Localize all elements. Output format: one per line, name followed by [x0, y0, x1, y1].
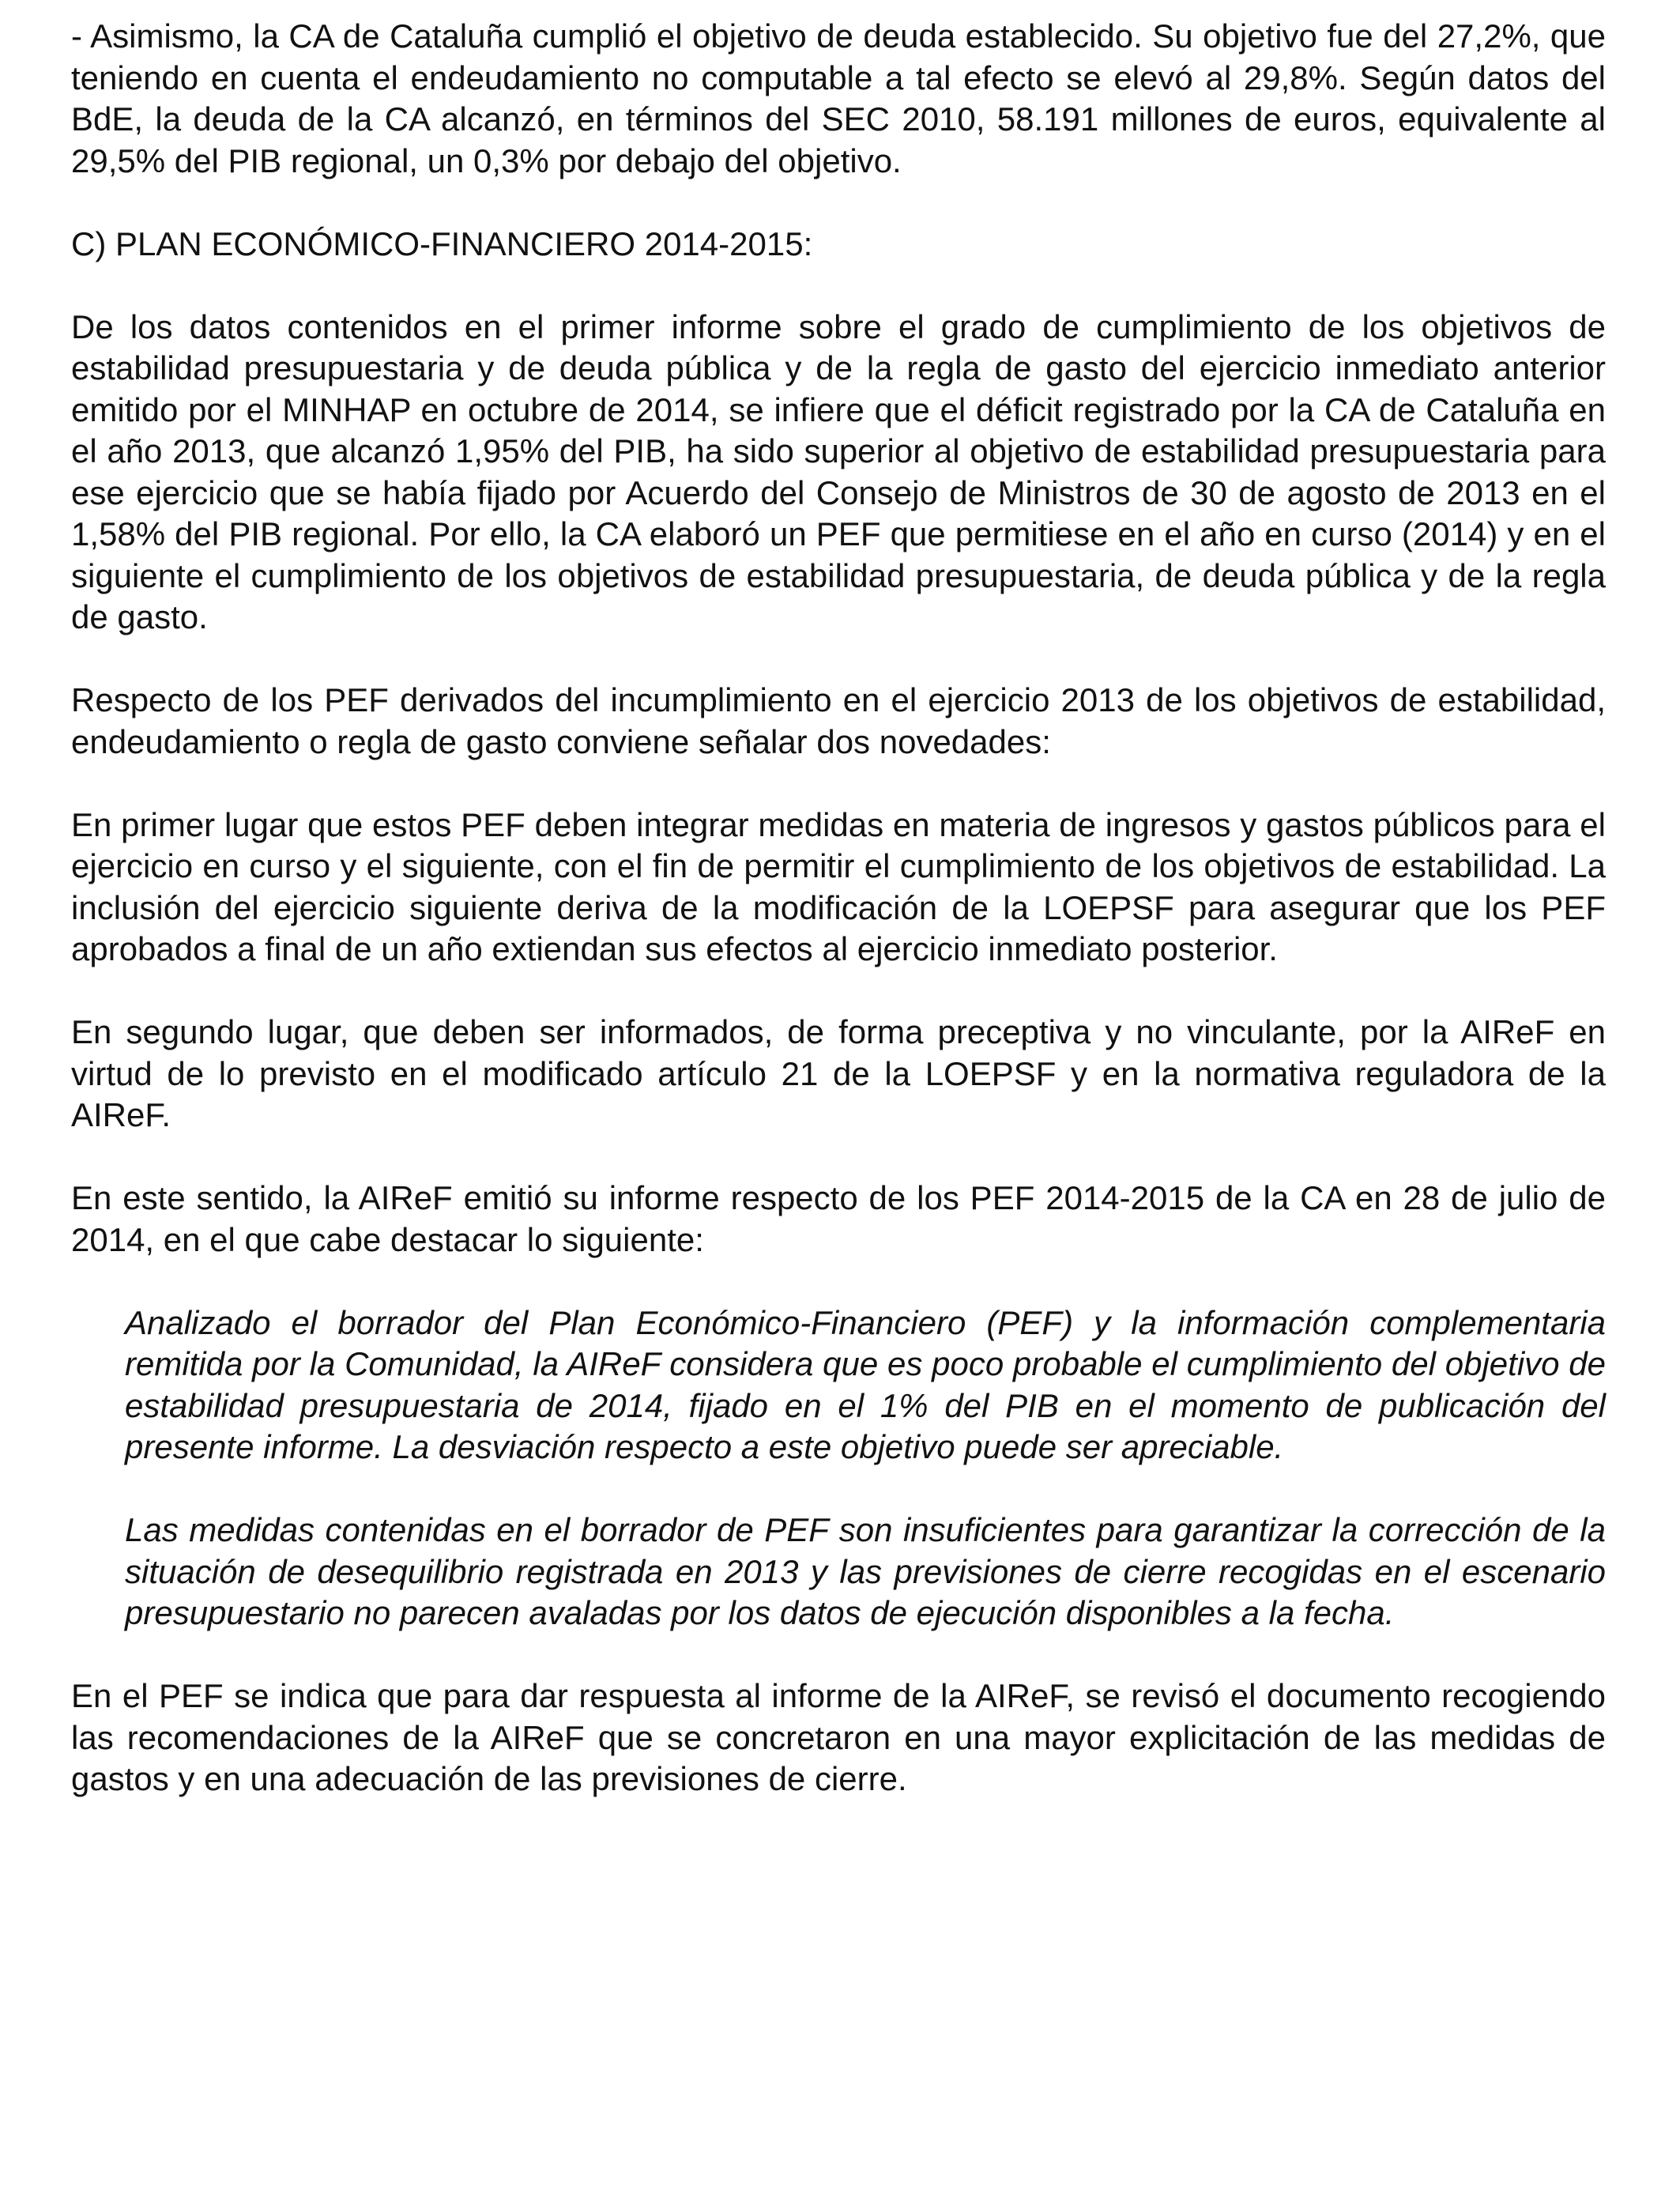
paragraph-deficit: De los datos contenidos en el primer informe sobre el grado de cumplimiento de los objetivos de estabilidad presupuestaria y de deuda pública y de la regla de gasto del ejercicio inmediato anterior emitido por el MINHAP en octubre de 2014, se infiere que el déficit registrado por la CA de Cataluña en el año 2013, que alcanzó 1,95% del PIB, ha sido superior al objetivo de estabilidad presupuestaria para ese ejercicio que se había fijado por Acuerdo del Consejo de Ministros de 30 de agosto de 2013 en el 1,58% del PIB regional. Por ello, la CA elaboró un PEF que permitiese en el año en curso (2014) y en el siguiente el cumplimiento de los objetivos de estabilidad presupuestaria, de deuda pública y de la regla de gasto. — [71, 307, 1606, 635]
paragraph-first-novelty: En primer lugar que estos PEF deben integrar medidas en materia de ingresos y gastos públicos para el ejercicio en curso y el siguiente, con el fin de permitir el cumplimiento de los objetivos de estabilidad. La inclusión del ejercicio siguiente deriva de la modificación de la LOEPSF para asegurar que los PEF aprobados a final de un año extiendan sus efectos al ejercicio inmediato posterior. — [71, 805, 1606, 967]
paragraph-second-novelty: En segundo lugar, que deben ser informados, de forma preceptiva y no vinculante, por la AIReF en virtud de lo previsto en el modificado artículo 21 de la LOEPSF y en la normativa reguladora de la AIReF. — [71, 1013, 1606, 1133]
paragraph-debt-objective: - Asimismo, la CA de Cataluña cumplió el objetivo de deuda establecido. Su objetivo fue del 27,2%, que teniendo en cuenta el endeudamiento no computable a tal efecto se elevó al 29,8%. Según datos del BdE, la deuda de la CA alcanzó, en términos del SEC 2010, 58.191 millones de euros, equivalente al 29,5% del PIB regional, un 0,3% por debajo del objetivo. — [71, 17, 1606, 179]
quote-paragraph-1: Analizado el borrador del Plan Económico-Financiero (PEF) y la información complementaria remitida por la Comunidad, la AIReF considera que es poco probable el cumplimiento del objetivo de estabilidad presupuestaria de 2014, fijado en el 1% del PIB en el momento de publicación del presente informe. La desviación respecto a este objetivo puede ser apreciable. — [125, 1303, 1606, 1465]
document-page — [71, 16, 1606, 1800]
paragraph-novelties: Respecto de los PEF derivados del incumplimiento en el ejercicio 2013 de los objetivos de estabilidad, endeudamiento o regla de gasto conviene señalar dos novedades: — [71, 681, 1606, 760]
paragraph-pef-response: En el PEF se indica que para dar respuesta al informe de la AIReF, se revisó el documento recogiendo las recomendaciones de la AIReF que se concretaron en una mayor explicitación de las medidas de gastos y en una adecuación de las previsiones de cierre. — [71, 1677, 1606, 1797]
section-heading: C) PLAN ECONÓMICO-FINANCIERO 2014-2015: — [71, 224, 813, 262]
quote-paragraph-2: Las medidas contenidas en el borrador de PEF son insuficientes para garantizar la corrección de la situación de desequilibrio registrada en 2013 y las previsiones de cierre recogidas en el escenario presupuestario no parecen avaladas por los datos de ejecución disponibles a la fecha. — [125, 1511, 1606, 1631]
paragraph-airef-report: En este sentido, la AIReF emitió su informe respecto de los PEF 2014-2015 de la CA en 28 de julio de 2014, en el que cabe destacar lo siguiente: — [71, 1179, 1606, 1258]
